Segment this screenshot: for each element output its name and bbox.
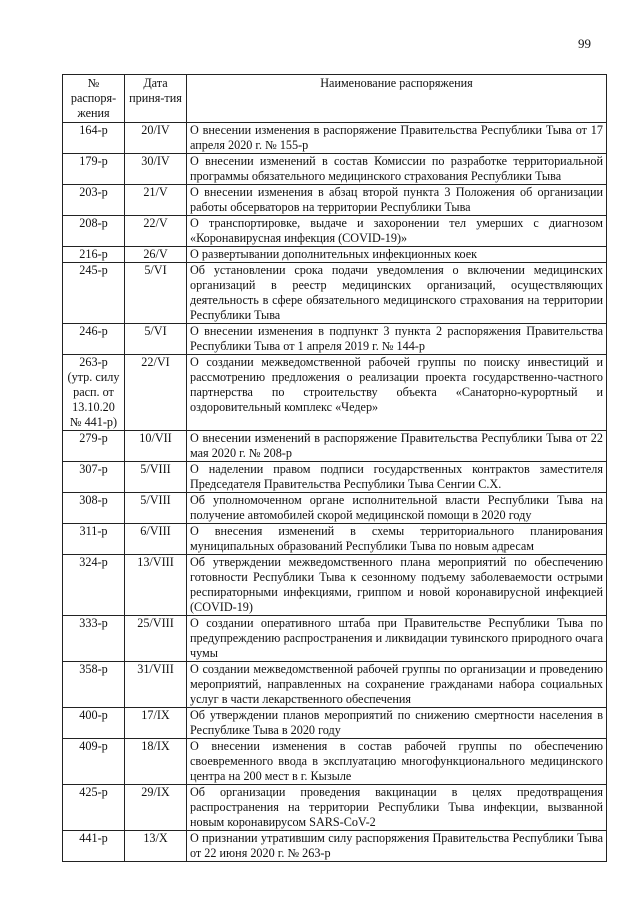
table-row [63, 263, 607, 324]
column-header-date: Дата приня-тия [125, 75, 187, 123]
table-row [63, 524, 607, 555]
order-number: 263-р (утр. силу расп. от 13.10.20 № 441-р) [63, 355, 125, 431]
table-row [63, 662, 607, 708]
table-row [63, 785, 607, 831]
order-date: 17/IX [125, 708, 187, 739]
order-title: О внесения изменений в схемы территориального планирования муниципальных образований Республики Тыва по новым адресам [187, 524, 607, 555]
order-number: 307-р [63, 462, 125, 493]
order-number: 216-р [63, 247, 125, 263]
order-date: 26/V [125, 247, 187, 263]
order-number: 311-р [63, 524, 125, 555]
order-number: 333-р [63, 616, 125, 662]
order-date: 22/V [125, 216, 187, 247]
order-title: Об утверждении планов мероприятий по снижению смертности населения в Республике Тыва в 2020 году [187, 708, 607, 739]
column-header-number: № распоря-жения [63, 75, 125, 123]
order-title: Об уполномоченном органе исполнительной власти Республики Тыва на получение автомобилей скорой медицинской помощи в 2020 году [187, 493, 607, 524]
table-row [63, 185, 607, 216]
order-date: 22/VI [125, 355, 187, 431]
table-row [63, 123, 607, 154]
order-title: О транспортировке, выдаче и захоронении тел умерших с диагнозом «Коронавирусная инфекция (COVID-19)» [187, 216, 607, 247]
table-row [63, 216, 607, 247]
order-title: О внесении изменения в состав рабочей группы по обеспечению своевременного ввода в эксплуатацию многофункционального медицинского центра на 200 мест в г. Кызыле [187, 739, 607, 785]
order-title: Об организации проведения вакцинации в целях предотвращения распространения на территории Республики Тыва инфекции, вызванной новым коронавирусом SARS-CoV-2 [187, 785, 607, 831]
orders-table [62, 74, 607, 862]
order-number: 245-р [63, 263, 125, 324]
order-title: Об утверждении межведомственного плана мероприятий по обеспечению готовности Республики Тыва к сезонному подъему заболеваемости острыми респираторными инфекциями, гриппом и новой коронавирусной инфекцией (COVID-19) [187, 555, 607, 616]
table-row [63, 355, 607, 431]
order-title: О внесении изменений в состав Комиссии по разработке территориальной программы обязательного медицинского страхования Республики Тыва [187, 154, 607, 185]
table-row [63, 431, 607, 462]
order-date: 31/VIII [125, 662, 187, 708]
order-title: Об установлении срока подачи уведомления о включении медицинских организаций в реестр медицинских организаций, осуществляющих деятельность в сфере обязательного медицинского страхования на территории Республики Тыва [187, 263, 607, 324]
table-row [63, 739, 607, 785]
order-date: 5/VIII [125, 493, 187, 524]
table-row [63, 616, 607, 662]
order-number: 308-р [63, 493, 125, 524]
order-title: О развертывании дополнительных инфекционных коек [187, 247, 607, 263]
table-row [63, 831, 607, 862]
order-date: 20/IV [125, 123, 187, 154]
table-row [63, 493, 607, 524]
order-title: О внесении изменений в распоряжение Правительства Республики Тыва от 22 мая 2020 г. № 208-р [187, 431, 607, 462]
order-title: О создании межведомственной рабочей группы по поиску инвестиций и рассмотрению предложения о реализации проекта государственно-частного партнерства по строительству объекта «Санаторно-курортный и оздоровительный комплекс «Чедер» [187, 355, 607, 431]
table-header-row [63, 75, 607, 123]
order-title: О внесении изменения в распоряжение Правительства Республики Тыва от 17 апреля 2020 г. № 155-р [187, 123, 607, 154]
page-number: 99 [578, 36, 591, 51]
order-number: 179-р [63, 154, 125, 185]
order-title: О создании межведомственной рабочей группы по организации и проведению мероприятий, направленных на сохранение гражданами набора социальных услуг в части лекарственного обеспечения [187, 662, 607, 708]
order-title: О внесении изменения в подпункт 3 пункта 2 распоряжения Правительства Республики Тыва от 1 апреля 2019 г. № 144-р [187, 324, 607, 355]
order-date: 10/VII [125, 431, 187, 462]
order-number: 409-р [63, 739, 125, 785]
order-date: 6/VIII [125, 524, 187, 555]
order-date: 13/VIII [125, 555, 187, 616]
order-date: 5/VI [125, 324, 187, 355]
table-row [63, 708, 607, 739]
order-number: 425-р [63, 785, 125, 831]
table-row [63, 154, 607, 185]
order-date: 18/IX [125, 739, 187, 785]
order-date: 5/VI [125, 263, 187, 324]
order-date: 21/V [125, 185, 187, 216]
order-number: 441-р [63, 831, 125, 862]
order-number: 324-р [63, 555, 125, 616]
order-title: О признании утратившим силу распоряжения Правительства Республики Тыва от 22 июня 2020 г. № 263-р [187, 831, 607, 862]
column-header-title: Наименование распоряжения [187, 75, 607, 123]
table-row [63, 247, 607, 263]
order-number: 164-р [63, 123, 125, 154]
order-date: 5/VIII [125, 462, 187, 493]
order-number: 400-р [63, 708, 125, 739]
order-number: 203-р [63, 185, 125, 216]
table-row [63, 324, 607, 355]
table-row [63, 555, 607, 616]
order-date: 13/X [125, 831, 187, 862]
order-date: 30/IV [125, 154, 187, 185]
order-title: О внесении изменения в абзац второй пункта 3 Положения об организации работы обсерваторов на территории Республики Тыва [187, 185, 607, 216]
order-date: 25/VIII [125, 616, 187, 662]
order-number: 358-р [63, 662, 125, 708]
order-title: О наделении правом подписи государственных контрактов заместителя Председателя Правительства Республики Тыва Сенгии С.Х. [187, 462, 607, 493]
order-number: 279-р [63, 431, 125, 462]
table-row [63, 462, 607, 493]
order-date: 29/IX [125, 785, 187, 831]
order-number: 208-р [63, 216, 125, 247]
order-number: 246-р [63, 324, 125, 355]
order-title: О создании оперативного штаба при Правительстве Республики Тыва по предупреждению распространения и ликвидации тувинского природного очага чумы [187, 616, 607, 662]
